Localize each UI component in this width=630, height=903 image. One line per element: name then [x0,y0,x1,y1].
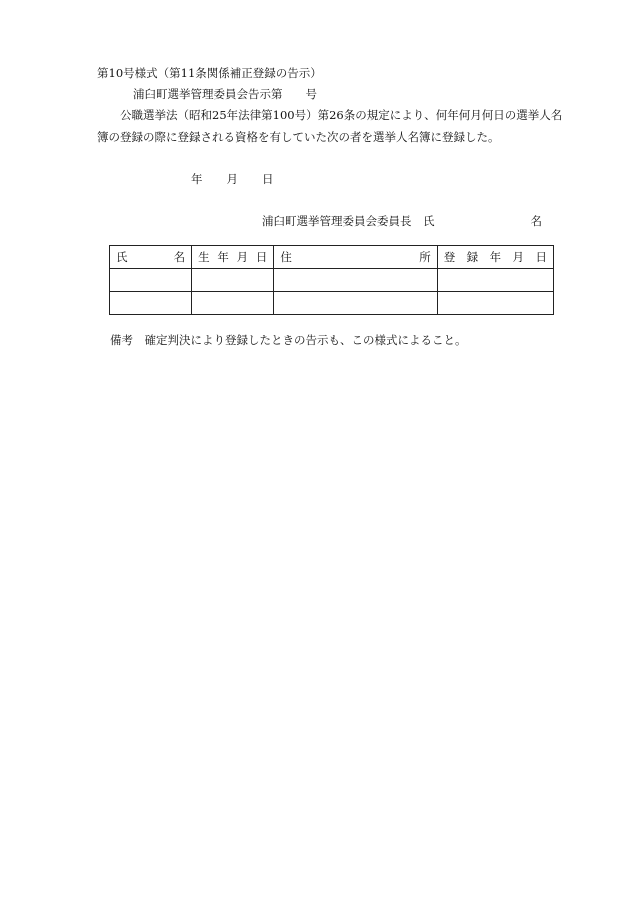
remarks-line: 備考 確定判決により登録したときの告示も、この様式によること。 [110,333,467,347]
date-day: 日 [262,172,274,186]
table-cell [274,269,437,292]
table-cell [274,292,437,315]
table-header-row [110,246,554,269]
header-address: 住 所 [274,246,437,269]
table-cell [192,269,274,292]
registration-table [109,245,554,315]
body-text-line-2: 簿の登録の際に登録される資格を有していた次の者を選挙人名簿に登録した。 [97,130,500,144]
date-line [191,172,274,186]
table-cell [192,292,274,315]
table-row [110,292,554,315]
date-month: 月 [226,172,238,186]
table-cell [110,269,192,292]
table-cell [437,292,553,315]
signature-name-suffix: 名 [530,214,542,228]
body-text-line-1: 公職選挙法（昭和25年法律第100号）第26条の規定により、何年何月何日の選挙人名 [120,108,563,122]
table-cell [437,269,553,292]
form-title: 第10号様式（第11条関係補正登録の告示） [97,66,322,80]
notice-number-line: 浦臼町選挙管理委員会告示第 号 [133,87,317,101]
signature-title: 浦臼町選挙管理委員会委員長 氏 [262,214,435,228]
header-birthdate: 生 年 月 日 [192,246,274,269]
table-cell [110,292,192,315]
date-year: 年 [191,172,203,186]
header-registration-date: 登 録 年 月 日 [437,246,553,269]
table-row [110,269,554,292]
header-name: 氏 名 [110,246,192,269]
signature-line [262,214,542,228]
